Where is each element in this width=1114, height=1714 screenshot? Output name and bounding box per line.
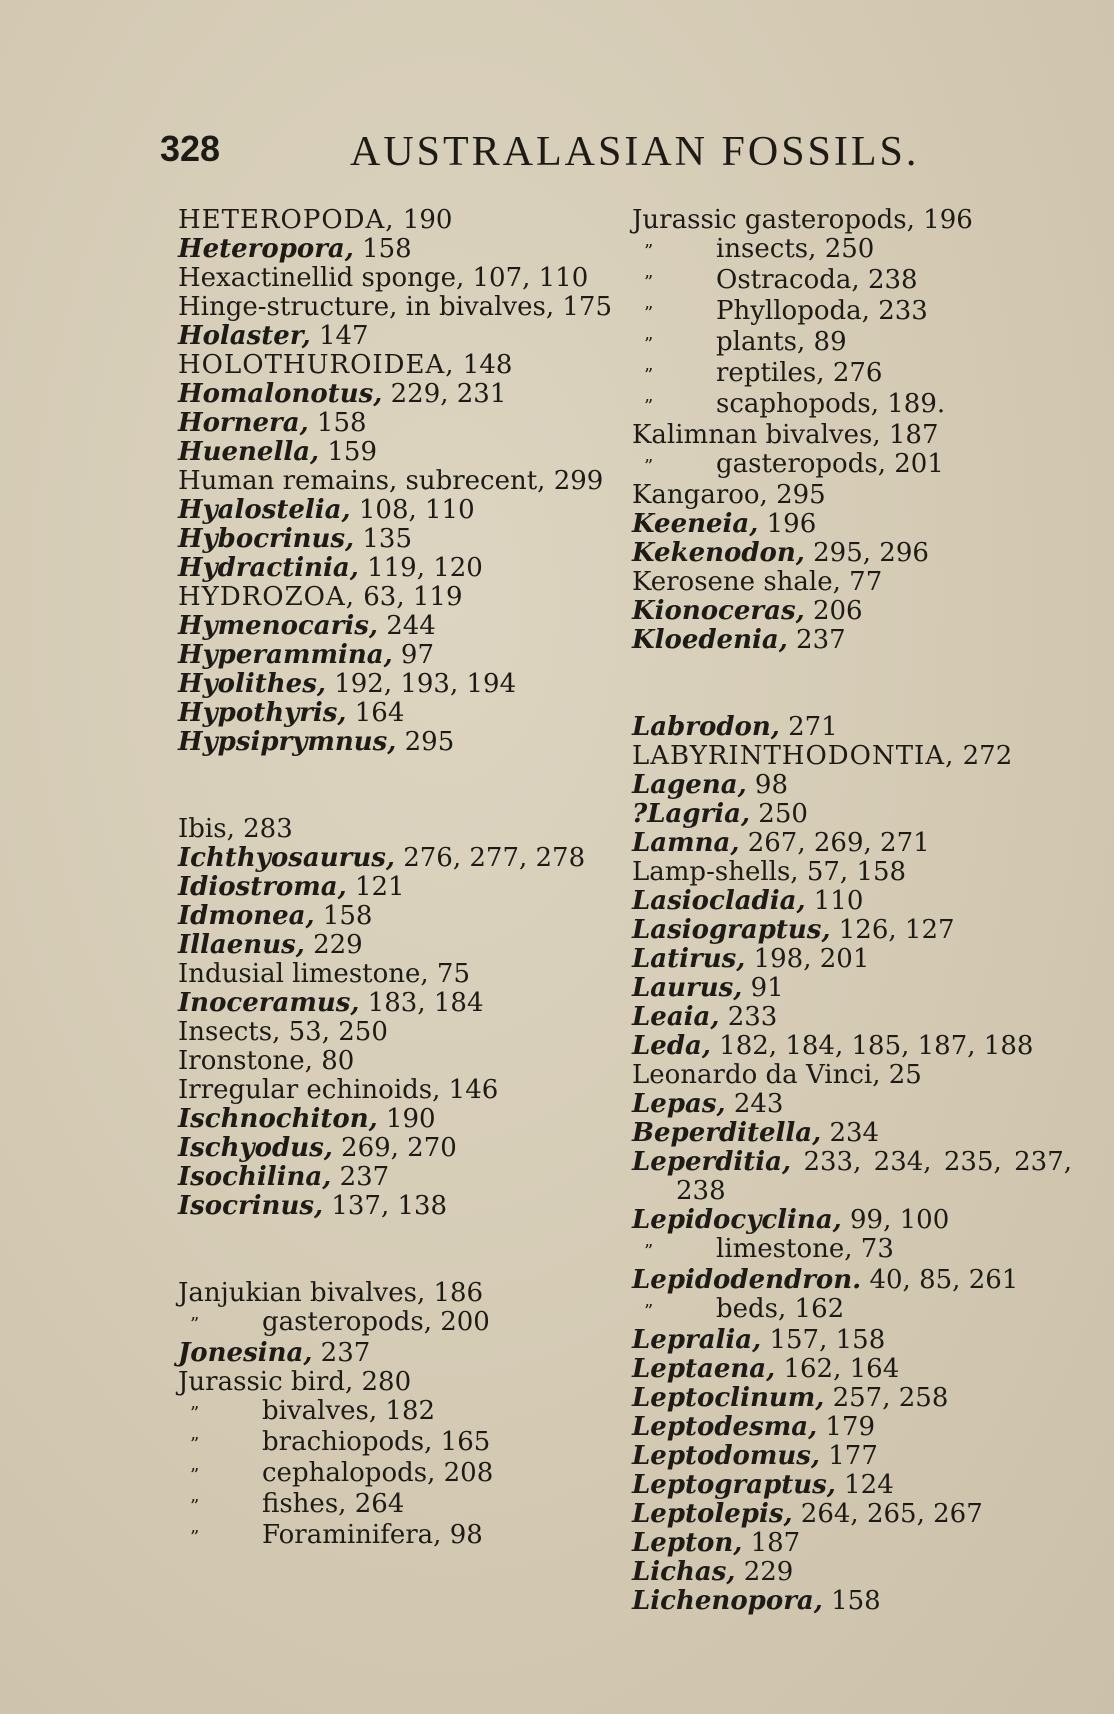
page-references: 206 — [812, 596, 863, 626]
page-references: 250 — [824, 234, 875, 264]
index-term: gasteropods, — [262, 1307, 432, 1337]
index-term: Kekenodon, — [632, 538, 805, 568]
index-term: Inoceramus, — [178, 988, 360, 1018]
page-references: 146 — [448, 1075, 499, 1105]
index-entry — [178, 206, 618, 235]
letter-section-gap — [178, 757, 618, 815]
page-references: 233, 234, 235, 237, 238 — [676, 1147, 1073, 1206]
index-entry — [632, 206, 1072, 235]
page-references: 295 — [404, 727, 455, 757]
index-entry — [632, 510, 1072, 539]
page-references: 237 — [339, 1162, 390, 1192]
index-term: Kloedenia, — [632, 625, 788, 655]
index-entry — [178, 902, 618, 931]
index-entry — [178, 1308, 618, 1339]
index-entry — [178, 380, 618, 409]
index-entry — [178, 1339, 618, 1368]
ditto-mark: ” — [190, 1496, 200, 1517]
page-references: 208 — [443, 1458, 494, 1488]
index-term: reptiles, — [716, 358, 825, 388]
index-entry — [178, 525, 618, 554]
page-references: 229 — [743, 1557, 794, 1587]
index-entry — [632, 1003, 1072, 1032]
index-term: HYDROZOA, — [178, 582, 355, 612]
index-entry — [632, 713, 1072, 742]
ditto-mark: ” — [644, 365, 654, 386]
index-entry — [178, 960, 618, 989]
index-term: plants, — [716, 327, 806, 357]
index-term: Hypsiprymnus, — [178, 727, 397, 757]
index-entry — [178, 235, 618, 264]
page-references: 177 — [828, 1441, 878, 1471]
index-entry — [632, 742, 1072, 771]
page-references: 179 — [825, 1412, 876, 1442]
index-term: Kionoceras, — [632, 596, 805, 626]
page-references: 159 — [327, 437, 378, 467]
index-entry — [632, 297, 1072, 328]
index-entry — [632, 1355, 1072, 1384]
page-references: 237 — [320, 1338, 371, 1368]
page-references: 196 — [923, 205, 973, 235]
index-entry — [178, 409, 618, 438]
index-entry — [632, 626, 1072, 655]
page-header — [160, 128, 940, 178]
ditto-mark: ” — [190, 1434, 200, 1455]
index-entry — [632, 568, 1072, 597]
page-references: 267, 269, 271 — [747, 828, 930, 858]
index-term: Ostracoda, — [716, 265, 860, 295]
index-entry — [632, 1090, 1072, 1119]
index-entry — [178, 815, 618, 844]
index-entry — [632, 916, 1072, 945]
index-term: Hyolithes, — [178, 669, 326, 699]
index-term: Ironstone, — [178, 1046, 313, 1076]
index-term: ?Lagria, — [632, 799, 751, 829]
page-references: 75 — [436, 959, 471, 989]
index-term: Lichenopora, — [632, 1586, 823, 1616]
page-references: 91 — [750, 973, 784, 1003]
index-column-left — [178, 206, 618, 1552]
page-references: 229 — [313, 930, 363, 960]
index-entry — [632, 1119, 1072, 1148]
index-term: beds, — [716, 1294, 787, 1324]
page-references: 40, 85, 261 — [869, 1265, 1019, 1295]
index-term: Insects, — [178, 1017, 281, 1047]
page-references: 187 — [750, 1528, 801, 1558]
page-references: 187 — [888, 420, 939, 450]
index-entry — [178, 1368, 618, 1397]
page-references: 237 — [796, 625, 846, 655]
ditto-mark: ” — [644, 334, 654, 355]
index-term: fishes, — [262, 1489, 347, 1519]
index-entry — [632, 1558, 1072, 1587]
index-entry — [632, 235, 1072, 266]
index-term: Hyalostelia, — [178, 495, 351, 525]
page-references: 162 — [794, 1294, 845, 1324]
index-entry — [178, 1428, 618, 1459]
page-references: 89 — [813, 327, 847, 357]
index-term: Jonesina, — [178, 1338, 313, 1368]
running-title: AUSTRALASIAN FOSSILS. — [350, 129, 920, 175]
index-term: Lichas, — [632, 1557, 736, 1587]
index-term: cephalopods, — [262, 1458, 436, 1488]
page-references: 295, 296 — [813, 538, 929, 568]
page-references: 53, 250 — [288, 1017, 388, 1047]
page-references: 158 — [362, 234, 412, 264]
ditto-mark: ” — [644, 456, 654, 477]
page-references: 162, 164 — [783, 1354, 900, 1384]
index-entry — [632, 1471, 1072, 1500]
page-references: 196 — [766, 509, 817, 539]
index-entry — [178, 264, 618, 293]
index-entry — [632, 1326, 1072, 1355]
index-entry — [178, 1279, 618, 1308]
index-entry — [632, 945, 1072, 974]
index-term: Leptoclinum, — [632, 1383, 825, 1413]
page-references: 229, 231 — [390, 379, 507, 409]
index-term: Lasiograptus, — [632, 915, 831, 945]
page-references: 283 — [243, 814, 293, 844]
index-term: Irregular echinoids, — [178, 1075, 441, 1105]
index-entry — [632, 1529, 1072, 1558]
index-entry — [178, 873, 618, 902]
ditto-mark: ” — [190, 1465, 200, 1486]
page-references: 190 — [402, 205, 453, 235]
index-entry — [178, 1018, 618, 1047]
page-references: 175 — [562, 292, 612, 322]
index-term: Leptograptus, — [632, 1470, 836, 1500]
index-entry — [178, 699, 618, 728]
index-entry — [178, 1521, 618, 1552]
page-references: 299 — [553, 466, 604, 496]
page-references: 276, 277, 278 — [403, 843, 586, 873]
index-term: Isocrinus, — [178, 1191, 324, 1221]
index-entry — [632, 1061, 1072, 1090]
page-references: 135 — [362, 524, 413, 554]
index-entry — [178, 438, 618, 467]
index-term: Janjukian bivalves, — [178, 1278, 426, 1308]
index-term: Hymenocaris, — [178, 611, 378, 641]
page-references: 164 — [354, 698, 405, 728]
index-term: Huenella, — [178, 437, 320, 467]
page-references: 269, 270 — [341, 1133, 457, 1163]
index-term: limestone, — [716, 1234, 853, 1264]
index-entry — [632, 1206, 1072, 1235]
page-references: 157, 158 — [769, 1325, 886, 1355]
page-references: 165 — [440, 1427, 491, 1457]
index-entry — [178, 1490, 618, 1521]
index-entry — [178, 1047, 618, 1076]
page-references: 63, 119 — [363, 582, 463, 612]
index-term: Kerosene shale, — [632, 567, 841, 597]
index-entry — [178, 1105, 618, 1134]
index-term: gasteropods, — [716, 449, 886, 479]
index-term: Jurassic bird, — [178, 1367, 354, 1397]
index-term: Hydractinia, — [178, 553, 359, 583]
index-entry — [178, 1459, 618, 1490]
index-term: Homalonotus, — [178, 379, 383, 409]
index-column-right — [632, 206, 1072, 1616]
index-term: Ischyodus, — [178, 1133, 333, 1163]
page-references: 200 — [440, 1307, 490, 1337]
index-term: Illaenus, — [178, 930, 305, 960]
page-references: 147 — [318, 321, 369, 351]
index-entry — [178, 554, 618, 583]
index-term: Kangaroo, — [632, 480, 768, 510]
index-entry — [632, 1266, 1072, 1295]
page-references: 137, 138 — [331, 1191, 448, 1221]
index-entry — [632, 1500, 1072, 1529]
page-references: 233 — [727, 1002, 778, 1032]
index-entry — [632, 858, 1072, 887]
index-term: Hinge-structure, in bivalves, — [178, 292, 555, 322]
letter-section-gap — [178, 1221, 618, 1279]
index-term: Hybocrinus, — [178, 524, 355, 554]
ditto-mark: ” — [644, 1301, 654, 1322]
index-entry — [178, 1076, 618, 1105]
index-entry — [178, 1163, 618, 1192]
index-entry — [632, 1384, 1072, 1413]
index-entry — [178, 989, 618, 1018]
index-term: Ischnochiton, — [178, 1104, 378, 1134]
index-entry — [632, 1587, 1072, 1616]
index-term: HOLOTHUROIDEA, — [178, 350, 455, 380]
index-entry — [632, 421, 1072, 450]
index-entry — [632, 1148, 1072, 1206]
index-term: Lamp-shells, — [632, 857, 799, 887]
index-term: Jurassic gasteropods, — [632, 205, 915, 235]
index-term: Leda, — [632, 1031, 711, 1061]
index-entry — [178, 1134, 618, 1163]
index-term: Leptaena, — [632, 1354, 776, 1384]
index-term: Holaster, — [178, 321, 311, 351]
index-term: Lepidocyclina, — [632, 1205, 842, 1235]
index-term: Leonardo da Vinci, — [632, 1060, 881, 1090]
index-entry — [178, 728, 618, 757]
letter-section-gap — [632, 655, 1072, 713]
page-references: 182 — [385, 1396, 436, 1426]
index-term: LABYRINTHODONTIA, — [632, 741, 955, 771]
page-references: 77 — [849, 567, 883, 597]
index-term: Lepton, — [632, 1528, 743, 1558]
index-entry — [632, 450, 1072, 481]
page-references: 99, 100 — [850, 1205, 950, 1235]
index-term: HETEROPODA, — [178, 205, 395, 235]
page-references: 186 — [433, 1278, 484, 1308]
page-references: 158 — [316, 408, 367, 438]
index-entry — [632, 1295, 1072, 1326]
page-references: 73 — [860, 1234, 894, 1264]
page-references: 233 — [878, 296, 928, 326]
index-entry — [632, 1413, 1072, 1442]
index-entry — [632, 771, 1072, 800]
index-entry — [632, 539, 1072, 568]
index-entry — [178, 1397, 618, 1428]
page-references: 243 — [733, 1089, 784, 1119]
index-term: bivalves, — [262, 1396, 378, 1426]
page-references: 198, 201 — [753, 944, 870, 974]
index-term: Lepralia, — [632, 1325, 762, 1355]
ditto-mark: ” — [190, 1527, 200, 1548]
page-references: 124 — [844, 1470, 894, 1500]
index-term: Foraminifera, — [262, 1520, 442, 1550]
index-term: Ichthyosaurus, — [178, 843, 395, 873]
index-term: Leaia, — [632, 1002, 720, 1032]
page-references: 110 — [813, 886, 864, 916]
index-entry — [632, 1235, 1072, 1266]
index-term: Phyllopoda, — [716, 296, 870, 326]
index-entry — [178, 641, 618, 670]
page-references: 107, 110 — [472, 263, 589, 293]
page-references: 190 — [385, 1104, 436, 1134]
index-entry — [632, 1442, 1072, 1471]
index-term: Kalimnan bivalves, — [632, 420, 881, 450]
index-entry — [632, 390, 1072, 421]
page-references: 276 — [832, 358, 883, 388]
index-entry — [632, 800, 1072, 829]
index-term: Idmonea, — [178, 901, 315, 931]
ditto-mark: ” — [190, 1403, 200, 1424]
index-entry — [178, 1192, 618, 1221]
index-term: Indusial limestone, — [178, 959, 429, 989]
index-term: Leptodomus, — [632, 1441, 820, 1471]
page-references: 148 — [462, 350, 513, 380]
index-term: Hypothyris, — [178, 698, 347, 728]
ditto-mark: ” — [644, 241, 654, 262]
page-references: 80 — [321, 1046, 355, 1076]
ditto-mark: ” — [644, 1241, 654, 1262]
page-references: 271 — [788, 712, 838, 742]
index-entry — [632, 829, 1072, 858]
index-entry — [178, 583, 618, 612]
index-term: Heteropora, — [178, 234, 354, 264]
index-entry — [178, 322, 618, 351]
index-term: Ibis, — [178, 814, 235, 844]
index-term: Idiostroma, — [178, 872, 347, 902]
index-entry — [178, 351, 618, 380]
index-term: Lepas, — [632, 1089, 726, 1119]
index-entry — [178, 496, 618, 525]
index-term: Lepidodendron. — [632, 1265, 862, 1295]
page-references: 280 — [361, 1367, 412, 1397]
index-entry — [632, 328, 1072, 359]
index-term: Labrodon, — [632, 712, 780, 742]
page-references: 238 — [867, 265, 918, 295]
index-entry — [178, 612, 618, 641]
page-references: 98 — [754, 770, 789, 800]
index-term: Lamna, — [632, 828, 740, 858]
ditto-mark: ” — [644, 396, 654, 417]
page-references: 126, 127 — [838, 915, 955, 945]
page-references: 158 — [322, 901, 373, 931]
index-entry — [632, 974, 1072, 1003]
page-references: 234 — [829, 1118, 880, 1148]
index-term: Human remains, subrecent, — [178, 466, 546, 496]
page-references: 272 — [962, 741, 1013, 771]
index-term: Leperditia, — [632, 1147, 792, 1177]
page-references: 25 — [888, 1060, 922, 1090]
index-term: Lasiocladia, — [632, 886, 806, 916]
ditto-mark: ” — [644, 303, 654, 324]
index-entry — [632, 481, 1072, 510]
index-entry — [632, 266, 1072, 297]
page-references: 57, 158 — [806, 857, 907, 887]
index-entry — [178, 293, 618, 322]
index-entry — [178, 844, 618, 873]
page-references: 189. — [887, 389, 946, 419]
page-references: 97 — [400, 640, 434, 670]
index-term: insects, — [716, 234, 817, 264]
ditto-mark: ” — [190, 1314, 200, 1335]
index-term: Leptodesma, — [632, 1412, 818, 1442]
page-references: 244 — [386, 611, 436, 641]
page-references: 201 — [894, 449, 944, 479]
page-references: 108, 110 — [358, 495, 475, 525]
index-term: Latirus, — [632, 944, 746, 974]
page-references: 119, 120 — [367, 553, 483, 583]
page-number: 328 — [160, 128, 221, 169]
page-references: 182, 184, 185, 187, 188 — [719, 1031, 1034, 1061]
index-entry — [632, 597, 1072, 626]
page-references: 250 — [758, 799, 808, 829]
index-term: Hexactinellid sponge, — [178, 263, 465, 293]
index-entry — [632, 887, 1072, 916]
index-term: Laurus, — [632, 973, 743, 1003]
ditto-mark: ” — [644, 272, 654, 293]
page-references: 192, 193, 194 — [334, 669, 517, 699]
index-term: Keeneia, — [632, 509, 759, 539]
index-term: Lagena, — [632, 770, 747, 800]
index-term: Beperditella, — [632, 1118, 822, 1148]
index-term: Hornera, — [178, 408, 309, 438]
page-references: 264 — [354, 1489, 405, 1519]
index-entry — [178, 670, 618, 699]
index-entry — [632, 1032, 1072, 1061]
page-references: 264, 265, 267 — [800, 1499, 983, 1529]
page-references: 121 — [354, 872, 405, 902]
page-references: 257, 258 — [832, 1383, 949, 1413]
page-references: 183, 184 — [367, 988, 484, 1018]
page-references: 158 — [831, 1586, 881, 1616]
index-entry — [178, 931, 618, 960]
index-entry — [632, 359, 1072, 390]
index-term: Hyperammina, — [178, 640, 393, 670]
index-term: brachiopods, — [262, 1427, 433, 1457]
index-entry — [178, 467, 618, 496]
page-references: 295 — [776, 480, 826, 510]
page-references: 98 — [449, 1520, 483, 1550]
index-term: Leptolepis, — [632, 1499, 793, 1529]
index-term: scaphopods, — [716, 389, 879, 419]
index-term: Isochilina, — [178, 1162, 332, 1192]
